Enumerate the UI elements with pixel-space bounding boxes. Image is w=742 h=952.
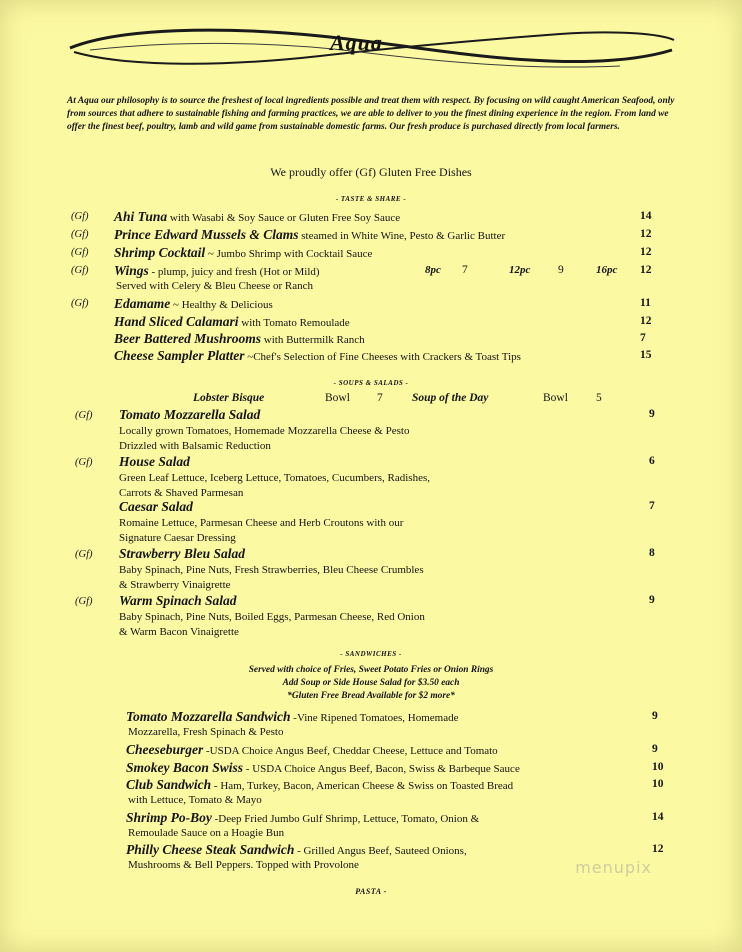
menu-item-desc: with Tomato Remoulade bbox=[238, 317, 350, 329]
menu-item bbox=[114, 209, 400, 225]
gluten-free-tag: (Gf) bbox=[75, 549, 93, 560]
gluten-free-tag: (Gf) bbox=[75, 596, 93, 607]
salad-desc-line: Signature Caesar Dressing bbox=[119, 532, 236, 544]
menu-item-desc: ~Chef's Selection of Fine Cheeses with Crackers & Toast Tips bbox=[244, 351, 521, 363]
salad-name: Strawberry Bleu Salad bbox=[119, 546, 246, 561]
sandwich-name: Club Sandwich bbox=[126, 777, 212, 792]
menu-item-name: Ahi Tuna bbox=[114, 209, 168, 224]
sandwich-desc-line: Mushrooms & Bell Peppers. Topped with Provolone bbox=[128, 859, 359, 871]
sandwich-item bbox=[126, 760, 520, 776]
soup-line bbox=[193, 392, 264, 404]
menu-item-name: Hand Sliced Calamari bbox=[114, 314, 239, 329]
menu-item-price: 12 bbox=[640, 315, 652, 327]
sandwich-desc: - Ham, Turkey, Bacon, American Cheese & Swiss on Toasted Bread bbox=[211, 780, 514, 792]
soup-bowl-label: Bowl bbox=[543, 392, 568, 404]
gluten-free-tag: (Gf) bbox=[71, 298, 89, 309]
menu-item-desc: steamed in White Wine, Pesto & Garlic Butter bbox=[298, 230, 506, 242]
menu-item-name: Wings bbox=[114, 263, 149, 278]
sandwich-price: 9 bbox=[652, 743, 658, 755]
sandwich-note-sides: Served with choice of Fries, Sweet Potato Fries or Onion Rings bbox=[248, 665, 494, 675]
wings-12pc: 12pc bbox=[509, 264, 531, 276]
section-heading-taste: - TASTE & SHARE - bbox=[335, 195, 407, 203]
section-heading-soups: - SOUPS & SALADS - bbox=[333, 379, 409, 387]
gluten-free-tag: (Gf) bbox=[71, 265, 89, 276]
sandwich-name: Cheeseburger bbox=[126, 742, 204, 757]
sandwich-price: 14 bbox=[652, 811, 664, 823]
menu-item-price: 12 bbox=[640, 228, 652, 240]
menu-item bbox=[114, 331, 365, 347]
gluten-free-tag: (Gf) bbox=[75, 457, 93, 468]
wings-12pc-price: 9 bbox=[558, 264, 564, 276]
section-heading-pasta: PASTA - bbox=[355, 887, 387, 896]
sandwich-price: 9 bbox=[652, 710, 658, 722]
menu-item-name: Edamame bbox=[114, 296, 171, 311]
sandwich-desc: -Deep Fried Jumbo Gulf Shrimp, Lettuce, Tomato, Onion & bbox=[211, 813, 480, 825]
sandwich-item bbox=[126, 842, 467, 858]
salad-price: 9 bbox=[649, 408, 655, 420]
soup-of-the-day: Soup of the Day bbox=[412, 392, 489, 404]
salad-price: 7 bbox=[649, 500, 655, 512]
salad-price: 6 bbox=[649, 455, 655, 467]
gluten-free-tag: (Gf) bbox=[71, 247, 89, 258]
sandwich-name: Shrimp Po-Boy bbox=[126, 810, 212, 825]
menu-item bbox=[114, 245, 372, 261]
sandwich-note-soup: Add Soup or Side House Salad for $3.50 each bbox=[282, 678, 460, 688]
salad-desc-line: Carrots & Shaved Parmesan bbox=[119, 487, 244, 499]
sandwich-name: Philly Cheese Steak Sandwich bbox=[126, 842, 295, 857]
menu-item bbox=[114, 263, 320, 279]
sandwich-desc: -Vine Ripened Tomatoes, Homemade bbox=[290, 712, 459, 724]
gluten-free-offer: We proudly offer (Gf) Gluten Free Dishes bbox=[270, 165, 472, 179]
sandwich-item bbox=[126, 810, 479, 826]
menu-item bbox=[114, 348, 521, 364]
salad-desc-line: Locally grown Tomatoes, Homemade Mozzarella Cheese & Pesto bbox=[119, 425, 410, 437]
sandwich-desc: -USDA Choice Angus Beef, Cheddar Cheese, Lettuce and Tomato bbox=[203, 745, 498, 757]
wings-8pc-price: 7 bbox=[462, 264, 468, 276]
sandwich-note-gluten-free: *Gluten Free Bread Available for $2 more* bbox=[287, 691, 455, 701]
menu-item-name: Shrimp Cocktail bbox=[114, 245, 206, 260]
menu-item-price: 12 bbox=[640, 246, 652, 258]
gluten-free-tag: (Gf) bbox=[71, 229, 89, 240]
bisque-price: 7 bbox=[377, 392, 383, 404]
menu-item-price: 7 bbox=[640, 332, 646, 344]
salad-desc-line: Drizzled with Balsamic Reduction bbox=[119, 440, 271, 452]
salad-desc-line: & Warm Bacon Vinaigrette bbox=[119, 626, 239, 638]
sandwich-item bbox=[126, 709, 458, 725]
menu-item bbox=[114, 296, 273, 312]
watermark: menupix bbox=[575, 858, 652, 877]
sandwich-name: Tomato Mozzarella Sandwich bbox=[126, 709, 291, 724]
sandwich-item bbox=[126, 777, 513, 793]
menu-item-desc: with Buttermilk Ranch bbox=[261, 334, 365, 346]
sandwich-name: Smokey Bacon Swiss bbox=[126, 760, 244, 775]
sandwich-desc-line: with Lettuce, Tomato & Mayo bbox=[128, 794, 262, 806]
menu-item-price: 11 bbox=[640, 297, 651, 309]
menu-item-price: 15 bbox=[640, 349, 652, 361]
menu-item-name: Cheese Sampler Platter bbox=[114, 348, 245, 363]
sandwich-price: 10 bbox=[652, 761, 664, 773]
sandwich-item bbox=[126, 742, 498, 758]
section-heading-sandwiches: - SANDWICHES - bbox=[340, 650, 402, 658]
brand-title: Aqua bbox=[330, 30, 383, 55]
salad-desc-line: Green Leaf Lettuce, Iceberg Lettuce, Tomatoes, Cucumbers, Radishes, bbox=[119, 472, 430, 484]
sandwich-price: 12 bbox=[652, 843, 664, 855]
menu-item-desc: - plump, juicy and fresh (Hot or Mild) bbox=[148, 266, 320, 278]
menu-item-desc: ~ Jumbo Shrimp with Cocktail Sauce bbox=[205, 248, 373, 260]
sandwich-desc: - Grilled Angus Beef, Sauteed Onions, bbox=[294, 845, 467, 857]
intro-paragraph: At Aqua our philosophy is to source the freshest of local ingredients possible and treat them with respect. By focusing on wild caught American Seafood, only from sources that adhere to sustainable fishing and farming practices, we are able to deliver to you the finest dining experience in the region. From land we offer the finest beef, poultry, lamb and wild game from sustainable domestic farms. Our fresh produce is purchased directly from local farmers. bbox=[67, 96, 675, 133]
gluten-free-tag: (Gf) bbox=[75, 410, 93, 421]
sandwich-price: 10 bbox=[652, 778, 664, 790]
salad-price: 8 bbox=[649, 547, 655, 559]
salad-name: Tomato Mozzarella Salad bbox=[119, 407, 261, 422]
salad-desc-line: Romaine Lettuce, Parmesan Cheese and Herb Croutons with our bbox=[119, 517, 404, 529]
sandwich-desc: - USDA Choice Angus Beef, Bacon, Swiss & Barbeque Sauce bbox=[243, 763, 520, 775]
menu-item bbox=[114, 227, 505, 243]
menu-item-price: 14 bbox=[640, 210, 652, 222]
salad-name: Warm Spinach Salad bbox=[119, 593, 237, 608]
salad-desc-line: Baby Spinach, Pine Nuts, Boiled Eggs, Parmesan Cheese, Red Onion bbox=[119, 611, 425, 623]
menu-item-desc: ~ Healthy & Delicious bbox=[170, 299, 273, 311]
lobster-bisque: Lobster Bisque bbox=[193, 392, 265, 404]
wings-served-with: Served with Celery & Bleu Cheese or Ranch bbox=[116, 280, 314, 292]
wings-16pc: 16pc bbox=[596, 264, 618, 276]
menu-item-desc: with Wasabi & Soy Sauce or Gluten Free Soy Sauce bbox=[167, 212, 401, 224]
wings-8pc: 8pc bbox=[425, 264, 441, 276]
salad-name: House Salad bbox=[119, 454, 190, 469]
salad-desc-line: Baby Spinach, Pine Nuts, Fresh Strawberries, Bleu Cheese Crumbles bbox=[119, 564, 424, 576]
sandwich-desc-line: Mozzarella, Fresh Spinach & Pesto bbox=[128, 726, 284, 738]
gluten-free-tag: (Gf) bbox=[71, 211, 89, 222]
menu-item-name: Beer Battered Mushrooms bbox=[114, 331, 262, 346]
salad-desc-line: & Strawberry Vinaigrette bbox=[119, 579, 231, 591]
menu-item-price: 12 bbox=[640, 264, 652, 276]
menu-item-name: Prince Edward Mussels & Clams bbox=[114, 227, 299, 242]
soup-price: 5 bbox=[596, 392, 602, 404]
sandwich-desc-line: Remoulade Sauce on a Hoagie Bun bbox=[128, 827, 285, 839]
salad-name: Caesar Salad bbox=[119, 499, 193, 514]
menu-item bbox=[114, 314, 350, 330]
bisque-bowl-label: Bowl bbox=[325, 392, 350, 404]
salad-price: 9 bbox=[649, 594, 655, 606]
